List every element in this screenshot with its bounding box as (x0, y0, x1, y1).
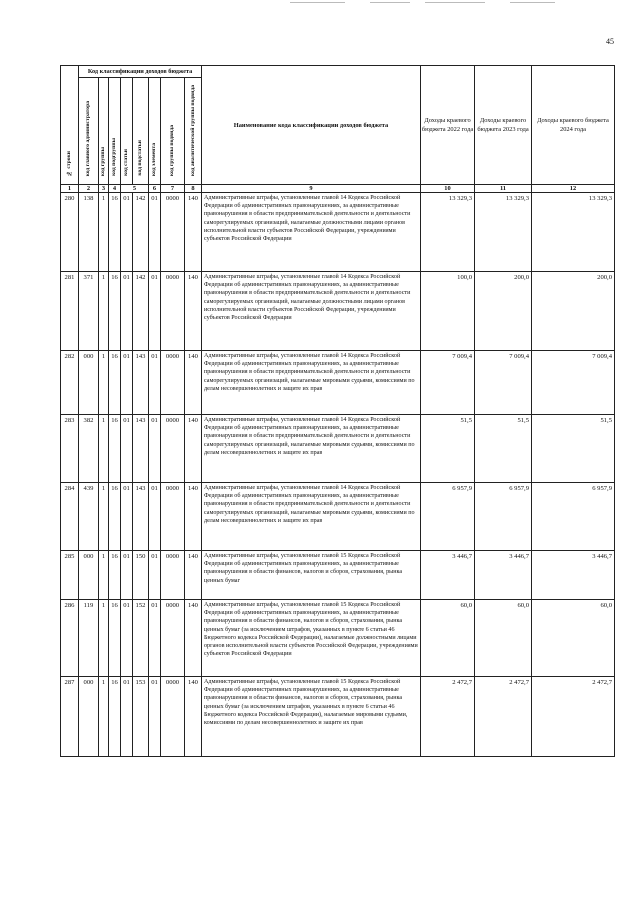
header-analytic-group: код аналитической группы подвида (185, 78, 202, 185)
budget-revenue-table (60, 65, 615, 757)
row-number: 286 (61, 600, 79, 677)
subtype-group-code: 0000 (161, 351, 185, 415)
col-number: 2 (79, 185, 99, 193)
header-admin: код главного администратора (79, 78, 99, 185)
col-number: 4 (109, 185, 121, 193)
revenue-name: Административные штрафы, установленные главой 15 Кодекса Российской Федерации об административных правонарушениях, за административные правонарушения в области финансов, налогов и сборов, страхования, рынка ценных бумаг (202, 551, 421, 600)
admin-code: 000 (79, 677, 99, 757)
analytic-group-code: 140 (185, 551, 202, 600)
amount-2023: 7 009,4 (475, 351, 532, 415)
article-code: 01 (121, 483, 133, 551)
col-number: 12 (532, 185, 615, 193)
subgroup-code: 16 (109, 351, 121, 415)
table-row (61, 600, 615, 677)
col-number: 11 (475, 185, 532, 193)
subarticle-code: 142 (133, 272, 149, 351)
amount-2024: 200,0 (532, 272, 615, 351)
amount-2024: 7 009,4 (532, 351, 615, 415)
analytic-group-code: 140 (185, 483, 202, 551)
group-code: 1 (99, 415, 109, 483)
group-code: 1 (99, 272, 109, 351)
article-code: 01 (121, 600, 133, 677)
admin-code: 000 (79, 551, 99, 600)
amount-2023: 51,5 (475, 415, 532, 483)
revenue-name: Административные штрафы, установленные главой 14 Кодекса Российской Федерации об административных правонарушениях, за административные правонарушения в области предпринимательской деятельности и деятельности саморегулируемых организаций, налагаемые мировыми судьями, комиссиями по делам несовершеннолетних и защите их прав (202, 415, 421, 483)
col-number: 10 (421, 185, 475, 193)
subarticle-code: 150 (133, 551, 149, 600)
amount-2022: 60,0 (421, 600, 475, 677)
article-code: 01 (121, 677, 133, 757)
subgroup-code: 16 (109, 600, 121, 677)
subtype-group-code: 0000 (161, 600, 185, 677)
element-code: 01 (149, 600, 161, 677)
group-code: 1 (99, 551, 109, 600)
analytic-group-code: 140 (185, 272, 202, 351)
header-subtype-group: код группы подвида (161, 78, 185, 185)
col-number: 5 (121, 185, 149, 193)
group-code: 1 (99, 483, 109, 551)
table-row (61, 551, 615, 600)
col-number: 8 (185, 185, 202, 193)
col-number: 9 (202, 185, 421, 193)
amount-2022: 2 472,7 (421, 677, 475, 757)
amount-2022: 13 329,3 (421, 193, 475, 272)
revenue-name: Административные штрафы, установленные главой 14 Кодекса Российской Федерации об административных правонарушениях, за административные правонарушения в области предпринимательской деятельности и деятельности саморегулируемых организаций, налагаемые должностными лицами органов исполнительной власти субъектов Российской Федерации, учреждениями субъектов Российской Федерации (202, 193, 421, 272)
amount-2023: 3 446,7 (475, 551, 532, 600)
subarticle-code: 142 (133, 193, 149, 272)
subtype-group-code: 0000 (161, 677, 185, 757)
group-code: 1 (99, 677, 109, 757)
subarticle-code: 143 (133, 351, 149, 415)
article-code: 01 (121, 272, 133, 351)
analytic-group-code: 140 (185, 415, 202, 483)
subgroup-code: 16 (109, 193, 121, 272)
admin-code: 371 (79, 272, 99, 351)
row-number: 282 (61, 351, 79, 415)
element-code: 01 (149, 551, 161, 600)
element-code: 01 (149, 351, 161, 415)
admin-code: 000 (79, 351, 99, 415)
table-row (61, 193, 615, 272)
top-edge-mark (370, 2, 410, 3)
analytic-group-code: 140 (185, 193, 202, 272)
amount-2023: 13 329,3 (475, 193, 532, 272)
subtype-group-code: 0000 (161, 415, 185, 483)
revenue-name: Административные штрафы, установленные главой 15 Кодекса Российской Федерации об административных правонарушениях, за административные правонарушения в области финансов, налогов и сборов, страхования, рынка ценных бумаг (за исключением штрафов, указанных в пункте 6 статьи 46 Бюджетного кодекса Российской Федерации), налагаемые должностными лицами органов исполнительной власти субъектов Российской Федерации, учреждениями субъектов Российской Федерации (202, 600, 421, 677)
table-row (61, 351, 615, 415)
table-row (61, 415, 615, 483)
amount-2024: 6 957,9 (532, 483, 615, 551)
element-code: 01 (149, 193, 161, 272)
revenue-name: Административные штрафы, установленные главой 14 Кодекса Российской Федерации об административных правонарушениях, за административные правонарушения в области предпринимательской деятельности и деятельности саморегулируемых организаций, налагаемые мировыми судьями, комиссиями по делам несовершеннолетних и защите их прав (202, 351, 421, 415)
header-subarticle: код подстатьи (133, 78, 149, 185)
analytic-group-code: 140 (185, 600, 202, 677)
subarticle-code: 143 (133, 483, 149, 551)
subarticle-code: 153 (133, 677, 149, 757)
top-edge-mark (425, 2, 485, 3)
header-2023: Доходы краевого бюджета 2023 года (475, 66, 532, 185)
table-row (61, 483, 615, 551)
header-subgroup: код подгруппы (109, 78, 121, 185)
row-number: 284 (61, 483, 79, 551)
amount-2022: 100,0 (421, 272, 475, 351)
col-number: 3 (99, 185, 109, 193)
table-row (61, 272, 615, 351)
amount-2022: 51,5 (421, 415, 475, 483)
subarticle-code: 143 (133, 415, 149, 483)
amount-2024: 60,0 (532, 600, 615, 677)
admin-code: 138 (79, 193, 99, 272)
amount-2022: 3 446,7 (421, 551, 475, 600)
article-code: 01 (121, 193, 133, 272)
analytic-group-code: 140 (185, 351, 202, 415)
subgroup-code: 16 (109, 551, 121, 600)
header-group: код группы (99, 78, 109, 185)
article-code: 01 (121, 551, 133, 600)
article-code: 01 (121, 415, 133, 483)
column-number-row (61, 185, 615, 193)
subgroup-code: 16 (109, 483, 121, 551)
subgroup-code: 16 (109, 415, 121, 483)
article-code: 01 (121, 351, 133, 415)
table-row (61, 677, 615, 757)
col-number: 1 (61, 185, 79, 193)
row-number: 283 (61, 415, 79, 483)
subtype-group-code: 0000 (161, 272, 185, 351)
analytic-group-code: 140 (185, 677, 202, 757)
amount-2024: 2 472,7 (532, 677, 615, 757)
element-code: 01 (149, 272, 161, 351)
amount-2024: 13 329,3 (532, 193, 615, 272)
header-name: Наименование кода классификации доходов бюджета (202, 66, 421, 185)
subgroup-code: 16 (109, 272, 121, 351)
admin-code: 439 (79, 483, 99, 551)
header-article: код статьи (121, 78, 133, 185)
amount-2024: 51,5 (532, 415, 615, 483)
subtype-group-code: 0000 (161, 193, 185, 272)
subtype-group-code: 0000 (161, 551, 185, 600)
amount-2023: 60,0 (475, 600, 532, 677)
amount-2024: 3 446,7 (532, 551, 615, 600)
amount-2023: 200,0 (475, 272, 532, 351)
amount-2022: 7 009,4 (421, 351, 475, 415)
col-number: 7 (161, 185, 185, 193)
amount-2023: 2 472,7 (475, 677, 532, 757)
element-code: 01 (149, 677, 161, 757)
top-edge-mark (510, 2, 555, 3)
group-code: 1 (99, 193, 109, 272)
header-row-no: № строки (61, 66, 79, 185)
admin-code: 382 (79, 415, 99, 483)
header-2024: Доходы краевого бюджета 2024 года (532, 66, 615, 185)
header-classification-group: Код классификации доходов бюджета (79, 66, 202, 78)
col-number: 6 (149, 185, 161, 193)
group-code: 1 (99, 351, 109, 415)
subgroup-code: 16 (109, 677, 121, 757)
page-number: 45 (606, 37, 614, 46)
amount-2023: 6 957,9 (475, 483, 532, 551)
top-edge-mark (290, 2, 345, 3)
revenue-name: Административные штрафы, установленные главой 14 Кодекса Российской Федерации об административных правонарушениях, за административные правонарушения в области предпринимательской деятельности и деятельности саморегулируемых организаций, налагаемые мировыми судьями, комиссиями по делам несовершеннолетних и защите их прав (202, 483, 421, 551)
group-code: 1 (99, 600, 109, 677)
revenue-name: Административные штрафы, установленные главой 15 Кодекса Российской Федерации об административных правонарушениях, за административные правонарушения в области финансов, налогов и сборов, страхования, рынка ценных бумаг (за исключением штрафов, указанных в пункте 6 статьи 46 Бюджетного кодекса Российской Федерации), налагаемые мировыми судьями, комиссиями по делам несовершеннолетних и защите их прав (202, 677, 421, 757)
header-2022: Доходы краевого бюджета 2022 года (421, 66, 475, 185)
row-number: 280 (61, 193, 79, 272)
row-number: 281 (61, 272, 79, 351)
element-code: 01 (149, 415, 161, 483)
admin-code: 119 (79, 600, 99, 677)
row-number: 287 (61, 677, 79, 757)
row-number: 285 (61, 551, 79, 600)
revenue-name: Административные штрафы, установленные главой 14 Кодекса Российской Федерации об административных правонарушениях, за административные правонарушения в области предпринимательской деятельности и деятельности саморегулируемых организаций, налагаемые должностными лицами органов исполнительной власти субъектов Российской Федерации, учреждениями субъектов Российской Федерации (202, 272, 421, 351)
subarticle-code: 152 (133, 600, 149, 677)
element-code: 01 (149, 483, 161, 551)
header-element: код элемента (149, 78, 161, 185)
amount-2022: 6 957,9 (421, 483, 475, 551)
subtype-group-code: 0000 (161, 483, 185, 551)
